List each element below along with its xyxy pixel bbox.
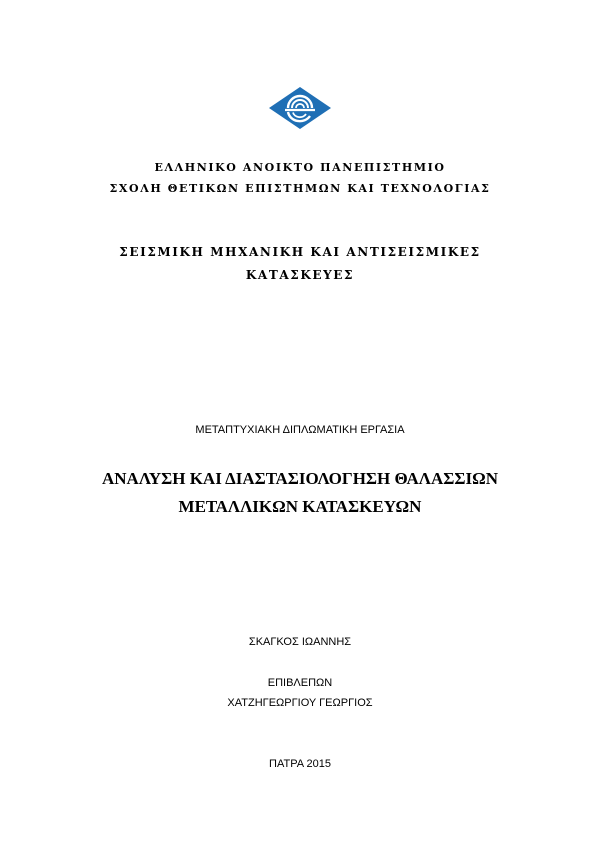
supervisor-label: ΕΠΙΒΛΕΠΩΝ	[267, 677, 333, 689]
university-name: ΕΛΛΗΝΙΚΟ ΑΝΟΙΚΤΟ ΠΑΝΕΠΙΣΤΗΜΙΟ	[154, 161, 446, 174]
supervisor-name: ΧΑΤΖΗΓΕΩΡΓΙΟΥ ΓΕΩΡΓΙΟΣ	[227, 697, 373, 709]
school-name: ΣΧΟΛΗ ΘΕΤΙΚΩΝ ΕΠΙΣΤΗΜΩΝ ΚΑΙ ΤΕΧΝΟΛΟΓΙΑΣ	[109, 182, 491, 195]
place-date: ΠΑΤΡΑ 2015	[269, 758, 331, 770]
thesis-title-line-2: ΜΕΤΑΛΛΙΚΩΝ ΚΑΤΑΣΚΕΥΩΝ	[178, 497, 422, 516]
university-logo	[268, 86, 332, 130]
program-title-line-1: ΣΕΙΣΜΙΚΗ ΜΗΧΑΝΙΚΗ ΚΑΙ ΑΝΤΙΣΕΙΣΜΙΚΕΣ	[119, 245, 481, 259]
author-name: ΣΚΑΓΚΟΣ ΙΩΑΝΝΗΣ	[248, 636, 352, 648]
program-title-line-2: ΚΑΤΑΣΚΕΥΕΣ	[245, 268, 355, 282]
eap-university-logo-icon	[268, 86, 332, 130]
document-type: ΜΕΤΑΠΤΥΧΙΑΚΗ ΔΙΠΛΩΜΑΤΙΚΗ ΕΡΓΑΣΙΑ	[195, 424, 405, 436]
thesis-title-line-1: ΑΝΑΛΥΣΗ ΚΑΙ ΔΙΑΣΤΑΣΙΟΛΟΓΗΣΗ ΘΑΛΑΣΣΙΩΝ	[102, 469, 498, 488]
